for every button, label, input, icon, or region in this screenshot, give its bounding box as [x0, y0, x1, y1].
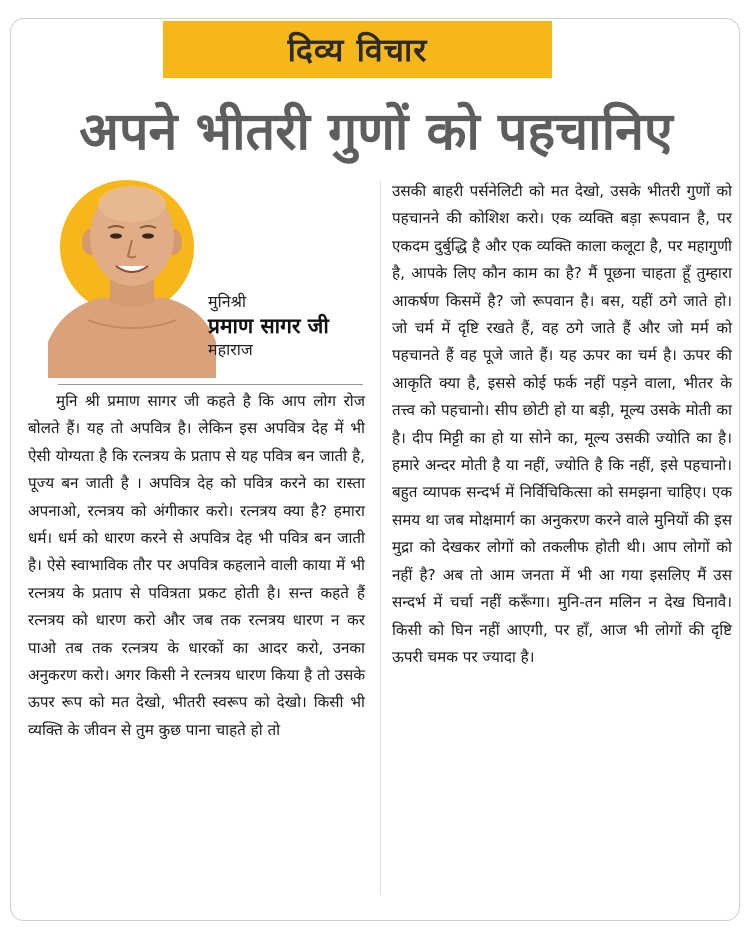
article-headline: अपने भीतरी गुणों को पहचानिए — [79, 101, 673, 162]
section-banner — [163, 21, 552, 78]
article-right-column: उसकी बाहरी पर्सनेलिटी को मत देखो, उसके भीतरी गुणों को पहचानने की कोशिश करो। एक व्यक्ति बड़ा रूपवान है, पर एकदम दुर्बुद्धि है और एक व्यक्ति काला कलूटा है, पर महागुणी है, आपके लिए कौन काम का है? मैं पूछना चाहता हूँ तुम्हारा आकर्षण किसमें है? जो रूपवान है। बस, यहीं ठगे जाते हो। जो चर्म में दृष्टि रखते हैं, वह ठगे जाते हैं और जो मर्म को पहचानते हैं वह पूजे जाते हैं। यह ऊपर का चर्म है। ऊपर की आकृति क्या है, इससे कोई फर्क नहीं पड़ने वाला, भीतर के तत्त्व को पहचानो। सीप छोटी हो या बड़ी, मूल्य उसके मोती का है। दीप मिट्टी का हो या सोने का, मूल्य उसकी ज्योति का है। हमारे अन्दर मोती है या नहीं, ज्योति है कि नहीं, इसे पहचानो। बहुत व्यापक सन्दर्भ में निर्विचिकित्सा को समझना चाहिए। एक समय था जब मोक्षमार्ग का अनुकरण करने वाले मुनियों की इस मुद्रा को देखकर लोगों को तकलीफ होती थी। आप लोगों को नहीं है? अब तो आम जनता में भी आ गया इसलिए मैं उस सन्दर्भ में चर्चा नहीं करूँगा। मुनि-तन मलिन न देख घिनावै। किसी को घिन नहीं आएगी, पर हाँ, आज भी लोगों की दृष्टि ऊपरी चमक पर ज्यादा है। — [392, 182, 732, 666]
author-title: महाराज — [208, 340, 253, 359]
article-left-column: मुनि श्री प्रमाण सागर जी कहते है कि आप लोग रोज बोलते हैं। यह तो अपवित्र है। लेकिन इस अपवित्र देह में भी ऐसी योग्यता है कि रत्नत्रय के प्रताप से यह पवित्र बन जाती है, पूज्य बन जाती है । अपवित्र देह को पवित्र करने का रास्ता अपनाओ, रत्नत्रय को अंगीकार करो। रत्नत्रय क्या है? हमारा धर्म। धर्म को धारण करने से अपवित्र देह भी पवित्र बन जाती है। ऐसे स्वाभाविक तौर पर अपवित्र कहलाने वाली काया में भी रत्नत्रय के प्रताप से पवित्रता प्रकट होती है। सन्त कहते हैं रत्नत्रय को धारण करो और जब तक रत्नत्रय धारण न कर पाओ तब तक रत्नत्रय के धारकों का आदर करो, उनका अनुकरण करो। अगर किसी ने रत्नत्रय धारण किया है तो उसके ऊपर रूप को मत देखो, भीतरी स्वरूप को देखो। किसी भी व्यक्ति के जीवन से तुम कुछ पाना चाहते हो तो — [28, 392, 365, 739]
author-role: मुनिश्री — [208, 292, 247, 311]
author-name: प्रमाण सागर जी — [208, 314, 329, 338]
author-portrait — [48, 170, 216, 378]
section-label: दिव्य विचार — [287, 31, 428, 69]
author-caption — [208, 290, 329, 362]
paragraph-rule — [58, 384, 363, 385]
column-divider — [380, 180, 381, 895]
